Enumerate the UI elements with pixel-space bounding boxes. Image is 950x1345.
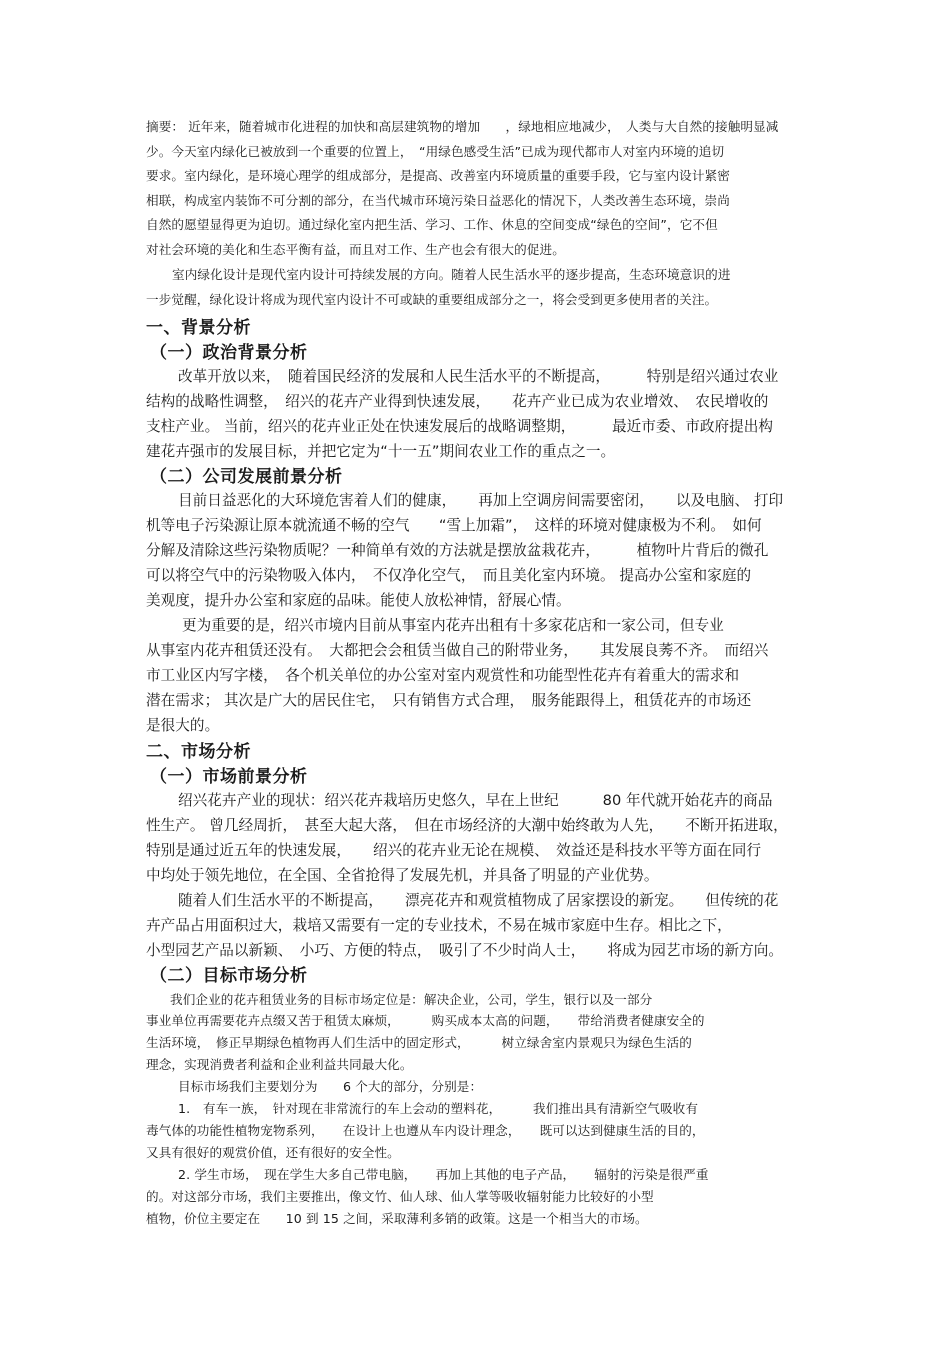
abstract-line: 相联，构成室内装饰不可分割的部分，在当代城市环境污染日益恶化的情况下，人类改善生态环境，崇尚 [146,193,730,208]
paragraph-line: 中均处于领先地位，在全国、全省抢得了发展先机，并具备了明显的产业优势。 [146,867,659,884]
paragraph-line: 卉产品占用面积过大，栽培又需要有一定的专业技术，不易在城市家庭中生存。相比之下， [146,917,732,934]
section-heading-market: 二、市场分析 [146,742,251,762]
paragraph-line: 结构的战略性调整， 绍兴的花卉产业得到快速发展， 花卉产业已成为农业增效、 农民增收的 [146,393,769,410]
paragraph-line: 1. 有车一族， 针对现在非常流行的车上会动的塑料花， 我们推出具有清新空气吸收有 [178,1101,699,1116]
paragraph-line: 改革开放以来， 随着国民经济的发展和人民生活水平的不断提高， 特别是绍兴通过农业 [178,368,779,385]
subsection-heading-market-prospect: （一）市场前景分析 [150,767,308,787]
paragraph-line: 支柱产业。 当前，绍兴的花卉业正处在快速发展后的战略调整期， 最近市委、市政府提出构 [146,418,774,435]
paragraph-line: 小型园艺产品以新颖、 小巧、方便的特点， 吸引了不少时尚人士， 将成为园艺市场的新方向。 [146,942,784,959]
paragraph-line: 我们企业的花卉租赁业务的目标市场定位是：解决企业，公司，学生，银行以及一部分 [170,992,653,1007]
paragraph-line: 潜在需求； 其次是广大的居民住宅， 只有销售方式合理， 服务能跟得上，租赁花卉的市场还 [146,692,752,709]
abstract-line: 摘要： 近年来，随着城市化进程的加快和高层建筑物的增加 ，绿地相应地减少， 人类与大自然的接触明显减 [146,119,779,134]
paragraph-line: 2. 学生市场， 现在学生大多自己带电脑， 再加上其他的电子产品， 辐射的污染是很严重 [178,1167,709,1182]
subsection-heading-target-market: （二）目标市场分析 [150,966,308,986]
paragraph-line: 目前日益恶化的大环境危害着人们的健康， 再加上空调房间需要密闭， 以及电脑、 打印 [178,492,784,509]
paragraph-line: 绍兴花卉产业的现状：绍兴花卉栽培历史悠久，早在上世纪 80 年代就开始花卉的商品 [178,792,773,809]
paragraph-line: 生活环境， 修正早期绿色植物再人们生活中的固定形式， 树立绿舍室内景观只为绿色生活的 [146,1035,692,1050]
paragraph-line: 更为重要的是，绍兴市境内目前从事室内花卉出租有十多家花店和一家公司，但专业 [182,617,724,634]
paragraph-line: 随着人们生活水平的不断提高， 漂亮花卉和观赏植物成了居家摆设的新宠。 但传统的花 [178,892,779,909]
paragraph-line: 性生产。 曾几经周折， 甚至大起大落， 但在市场经济的大潮中始终敢为人先， 不断开拓进取， [146,817,788,834]
abstract-line: 要求。室内绿化，是环境心理学的组成部分，是提高、改善室内环境质量的重要手段，它与室内设计紧密 [146,168,730,183]
subsection-heading-company: （二）公司发展前景分析 [150,467,343,487]
paragraph-line: 市工业区内写字楼， 各个机关单位的办公室对室内观赏性和功能型性花卉有着重大的需求和 [146,667,740,684]
paragraph-line: 分解及清除这些污染物质呢？一种简单有效的方法就是摆放盆栽花卉， 植物叶片背后的微孔 [146,542,769,559]
paragraph-line: 事业单位再需要花卉点缀又苦于租赁太麻烦， 购买成本太高的问题， 带给消费者健康安全的 [146,1013,705,1028]
paragraph-line: 毒气体的功能性植物宠物系列， 在设计上也遵从车内设计理念， 既可以达到健康生活的目的， [146,1123,705,1138]
paragraph-line: 建花卉强市的发展目标，并把它定为“十一五”期间农业工作的重点之一。 [146,443,616,460]
paragraph-line: 植物，价位主要定在 10 到 15 之间，采取薄利多销的政策。这是一个相当大的市场。 [146,1211,648,1226]
paragraph-line: 的。对这部分市场，我们主要推出，像文竹、仙人球、仙人掌等吸收辐射能力比较好的小型 [146,1189,654,1204]
paragraph-line: 又具有很好的观赏价值，还有很好的安全性。 [146,1145,400,1160]
abstract-line: 对社会环境的美化和生态平衡有益，而且对工作、生产也会有很大的促进。 [146,242,565,257]
intro-line: 室内绿化设计是现代室内设计可持续发展的方向。随着人民生活水平的逐步提高，生态环境意识的进 [172,267,731,282]
paragraph-line: 美观度，提升办公室和家庭的品味。能使人放松神情，舒展心情。 [146,592,571,609]
section-heading-background: 一、背景分析 [146,318,251,338]
paragraph-line: 特别是通过近五年的快速发展， 绍兴的花卉业无论在规模、 效益还是科技水平等方面在同行 [146,842,762,859]
paragraph-line: 机等电子污染源让原本就流通不畅的空气 “雪上加霜”， 这样的环境对健康极为不利。 如何 [146,517,762,534]
abstract-line: 自然的愿望显得更为迫切。通过绿化室内把生活、学习、工作、休息的空间变成“绿色的空间”，它不但 [146,217,718,232]
paragraph-line: 从事室内花卉租赁还没有。 大都把会会租赁当做自己的附带业务， 其发展良莠不齐。 而绍兴 [146,642,769,659]
paragraph-line: 理念，实现消费者利益和企业利益共同最大化。 [146,1057,413,1072]
paragraph-line: 可以将空气中的污染物吸入体内， 不仅净化空气， 而且美化室内环境。 提高办公室和家庭的 [146,567,752,584]
subsection-heading-political: （一）政治背景分析 [150,343,308,363]
paragraph-line: 是很大的。 [146,717,220,734]
intro-line: 一步觉醒，绿化设计将成为现代室内设计不可或缺的重要组成部分之一，将会受到更多使用者的关注。 [146,292,718,307]
paragraph-line: 目标市场我们主要划分为 6 个大的部分，分别是： [178,1079,483,1094]
abstract-line: 少。今天室内绿化已被放到一个重要的位置上， “用绿色感受生活”已成为现代都市人对室内环境的追切 [146,144,725,159]
